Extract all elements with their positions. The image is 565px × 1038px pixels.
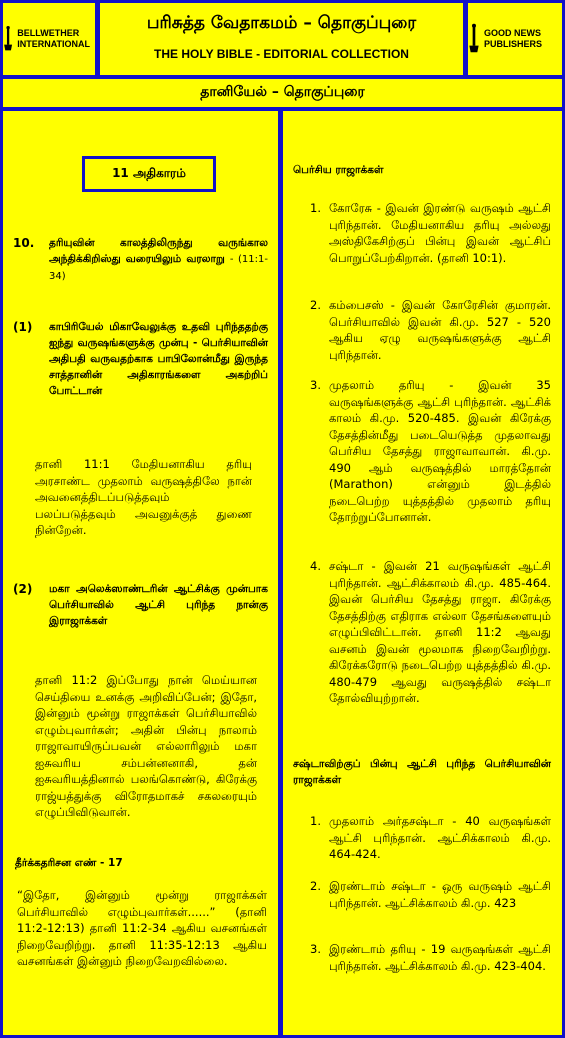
- list-item: [303, 558, 551, 707]
- list-number: 1.: [310, 201, 321, 215]
- list-text: முதலாம் தரியு - இவன் 35 வருஷங்களுக்கு ஆட்சி புரிந்தான். ஆட்சிக் காலம் கி.மு. 520-485. இவன் கிரேக்கு தேசத்தின்மீது படையெடுத்த முதலாவது பெர்சிய தேசத்து ராஜாவாவான். கி.மு. 490 ஆம் வருஷத்தில் மாரத்தோன் (Marathon) என்னும் இடத்தில் நடைபெற்ற யுத்தத்தில் முதலாம் தரியு தோற்றுப்போனான்.: [329, 378, 551, 524]
- successor-kings-label: சஷ்டாவிற்குப் பின்பு ஆட்சி புரிந்த பெர்சியாவின் ராஜாக்கள்: [293, 758, 551, 786]
- english-title: THE HOLY BIBLE - EDITORIAL COLLECTION: [154, 47, 409, 61]
- subtitle-bar: [3, 79, 562, 107]
- verse-paragraph-3: “இதோ, இன்னும் மூன்று ராஜாக்கள் பெர்சியாவில் எழும்புவார்கள்......” (தானி 11:2-12:13) தானி 11:2-34 ஆகிய வசனங்கள் நிறைவேறிற்று. தானி 11:35-12:13 ஆகிய வசனங்கள் இன்னும் நிறைவேறவில்லை.: [17, 888, 267, 968]
- list-number: 2.: [310, 879, 321, 893]
- list-text: முதலாம் அர்தசஷ்டா - 40 வருஷங்கள் ஆட்சி புரிந்தான். ஆட்சிக்காலம் கி.மு. 464-424.: [329, 814, 551, 861]
- list-number: 4.: [310, 559, 321, 573]
- section-ref: - (11:1-34): [49, 254, 268, 282]
- lamp-icon: [468, 15, 480, 63]
- persian-kings-label: பெர்சிய ராஜாக்கள்: [293, 164, 384, 176]
- list-text: இரண்டாம் தரியு - 19 வருஷங்கள் ஆட்சி புரிந்தான். ஆட்சிக்காலம் கி.மு. 423-404.: [329, 942, 551, 973]
- point-heading: மகா அலெக்ஸாண்டரின் ஆட்சிக்கு முன்பாக பெர்சியாவில் ஆட்சி புரிந்த நான்கு இராஜாக்கள்: [49, 583, 268, 627]
- right-column: [283, 111, 562, 1035]
- good-news-logo: [468, 3, 562, 75]
- prophecy-label: தீர்க்கதரிசன எண் - 17: [15, 857, 123, 869]
- tamil-title: பரிசுத்த வேதாகமம் – தொகுப்புரை: [146, 13, 417, 33]
- section-10: [13, 235, 268, 285]
- right-logo-text: GOOD NEWS PUBLISHERS: [483, 28, 542, 49]
- list-item: [303, 200, 551, 266]
- point-number: (2): [13, 582, 33, 596]
- list-text: கோரேசு - இவன் இரண்டு வருஷம் ஆட்சி புரிந்தான். மேதியனாகிய தரியு அல்லது அஸ்திகேசிற்குப் பின்பு இவன் ஆட்சிப் பொறுப்பேற்கிறான். (தானி 10:1).: [329, 201, 551, 265]
- point-number: (1): [13, 320, 33, 334]
- point-1: [13, 319, 268, 399]
- list-item: [303, 813, 551, 863]
- chapter-label: 11 அதிகாரம்: [112, 166, 186, 180]
- verse-paragraph-1: தானி 11:1 மேதியனாகிய தரியு அரசாண்ட முதலாம் வருஷத்திலே நான் அவனைத்திடப்படுத்தவும் பலப்படுத்தவும் அவனுக்குத் துணை நின்றேன்.: [35, 457, 252, 537]
- lamp-icon: [3, 15, 13, 63]
- list-text: இரண்டாம் சஷ்டா - ஒரு வருஷம் ஆட்சி புரிந்தான். ஆட்சிக்காலம் கி.மு. 423: [329, 879, 551, 910]
- list-item: [303, 941, 551, 974]
- point-heading: காபிரியேல் மிகாவேலுக்கு உதவி புரிந்ததற்கு ஐந்து வருஷங்களுக்கு முன்பு - பெர்சியாவின் அதிபதி வருவதற்காக பாபிலோன்மீது இருந்த சாத்தானின் அதிகாரங்களை அகற்றிப் போட்டான்: [49, 321, 268, 397]
- title-box: [100, 3, 463, 75]
- bellwether-logo: [3, 3, 95, 75]
- list-number: 3.: [310, 942, 321, 956]
- chapter-box: [82, 156, 216, 192]
- list-number: 1.: [310, 814, 321, 828]
- list-item: [303, 878, 551, 911]
- section-heading-text: தரியுவின் காலத்திலிருந்து வருங்கால அந்திக்கிறிஸ்து வரையிலும் வரலாறு: [49, 237, 268, 265]
- subtitle: தானியேல் – தொகுப்புரை: [200, 84, 365, 100]
- list-text: சஷ்டா - இவன் 21 வருஷங்கள் ஆட்சி புரிந்தான். ஆட்சிக்காலம் கி.மு. 485-464. இவன் பெர்சிய தேசத்து ராஜா. கிரேக்கு தேசத்திற்கு எதிராக எல்லா தேசங்களையும் எழுப்பிவிட்டான். தானி 11:2 ஆவது வசனம் இவன் மூலமாக நிறைவேறிற்று. கிரேக்கரோடு நடைபெற்ற யுத்தத்தில் கி.மு. 480-479 ஆவது வருஷத்தில் சஷ்டா தோல்வியுற்றான்.: [329, 559, 551, 705]
- list-item: [303, 297, 551, 363]
- list-item: [303, 377, 551, 526]
- section-number: 10.: [13, 236, 35, 250]
- list-text: கம்பைசஸ் - இவன் கோரேசின் குமாரன். பெர்சியாவில் இவன் கி.மு. 527 - 520 ஆகிய ஏழு வருஷங்களுக்கு ஆட்சி புரிந்தான்.: [329, 298, 551, 362]
- list-number: 2.: [310, 298, 321, 312]
- verse-paragraph-2: தானி 11:2 இப்போது நான் மெய்யான செய்தியை உனக்கு அறிவிப்பேன்; இதோ, இன்னும் மூன்று ராஜாக்கள் பெர்சியாவில் எழும்புவார்கள்; அதின் பின்பு நாலாம் ராஜாவாயிருப்பவன் எல்லாரிலும் மகா ஐசுவரிய சம்பன்னனாகி, தன் ஐசுவரியத்தினால் பலங்கொண்டு, கிரேக்கு ராஜ்யத்துக்கு விரோதமாகச் சகலரையும் எழுப்பிவிடுவான்.: [35, 673, 257, 819]
- list-number: 3.: [310, 378, 321, 392]
- section-heading: [49, 235, 268, 285]
- left-column: [3, 111, 278, 1035]
- left-logo-text: BELLWETHER INTERNATIONAL: [17, 28, 91, 49]
- point-2: [13, 581, 268, 629]
